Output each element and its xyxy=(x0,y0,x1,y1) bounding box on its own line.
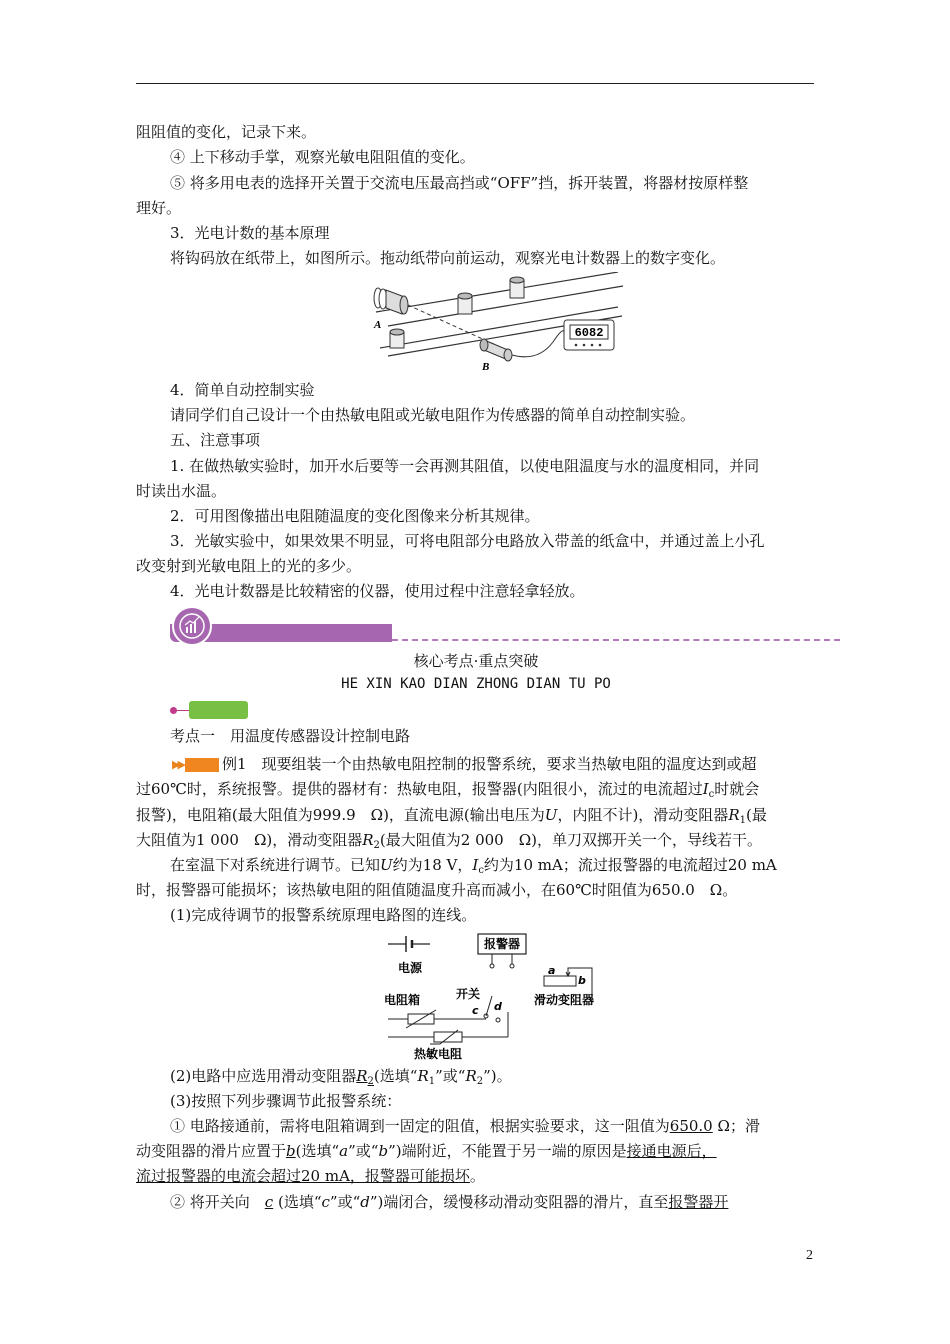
step-line: ② 将开关向 c (选填“c”或“d”)端闭合，缓慢移动滑动变阻器的滑片，直至报警器开 xyxy=(170,1193,729,1211)
question-1: (1)完成待调节的报警系统原理电路图的连线。 xyxy=(170,906,477,924)
label-thermistor: 热敏电阻 xyxy=(414,1047,463,1061)
example-label-box xyxy=(185,758,219,772)
label-rheostat: 滑动变阻器 xyxy=(534,993,595,1007)
label-alarm: 报警器 xyxy=(483,937,521,951)
chart-icon xyxy=(172,606,212,646)
section-heading: 五、注意事项 xyxy=(170,431,261,449)
label-resistor-box: 电阻箱 xyxy=(384,993,421,1007)
text-line: 将钩码放在纸带上，如图所示。拖动纸带向前运动，观察光电计数器上的数字变化。 xyxy=(170,249,726,267)
section-banner-dash xyxy=(392,639,840,641)
photoelectric-counter-figure xyxy=(368,272,628,372)
topic-marker-dot xyxy=(170,707,177,714)
text-line: 4．光电计数器是比较精密的仪器，使用过程中注意轻拿轻放。 xyxy=(170,582,585,600)
step-line: 动变阻器的滑片应置于b(选填“a”或“b”)端附近，不能置于另一端的原因是接通电源后， xyxy=(136,1142,717,1160)
example-line: 大阻值为1 000 Ω)，滑动变阻器$R_2$(最大阻值为2 000 Ω)，单刀双掷开关一个，导线若干。 xyxy=(136,831,762,851)
text-line: 时读出水温。 xyxy=(136,482,227,500)
text-line: 阻阻值的变化，记录下来。 xyxy=(136,123,317,141)
question-3: (3)按照下列步骤调节此报警系统： xyxy=(170,1092,402,1110)
counter-display: 6082 xyxy=(574,326,604,340)
page-number: 2 xyxy=(806,1248,813,1263)
text-line: ⑤ 将多用电表的选择开关置于交流电压最高挡或“OFF”挡，拆开装置，将器材按原样整 xyxy=(170,174,749,192)
label-b: B xyxy=(482,361,490,372)
step-line: 流过报警器的电流会超过20 mA，报警器可能损坏。 xyxy=(136,1167,485,1185)
label-d: d xyxy=(494,1000,502,1013)
section-title-pinyin: HE XIN KAO DIAN ZHONG DIAN TU PO xyxy=(341,676,611,692)
example-arrow-icon: ▶▶ xyxy=(172,758,183,771)
text-line: 1. 在做热敏实验时，加开水后要等一会再测其阻值，以使电阻温度与水的温度相同，并同 xyxy=(170,457,760,475)
label-a: A xyxy=(374,319,382,331)
label-power: 电源 xyxy=(398,961,423,975)
topic-marker-pill xyxy=(189,701,248,719)
text-line: 理好。 xyxy=(136,199,182,217)
text-line: 改变射到光敏电阻上的光的多少。 xyxy=(136,557,362,575)
example-line: 报警)，电阻箱(最大阻值为999.9 Ω)，直流电源(输出电压为U，内阻不计)，滑动变阻器$R_1$(最 xyxy=(136,806,767,826)
topic-marker-line xyxy=(177,710,189,711)
section-title: 核心考点·重点突破 xyxy=(413,652,539,670)
label-c: c xyxy=(472,1004,479,1017)
text-line: 3．光敏实验中，如果效果不明显，可将电阻部分电路放入带盖的纸盒中，并通过盖上小孔 xyxy=(170,532,765,550)
step-line: ① 电路接通前，需将电阻箱调到一固定的阻值，根据实验要求，这一阻值为650.0 Ω；滑 xyxy=(170,1117,760,1135)
label-b: b xyxy=(578,974,586,987)
alarm-circuit-figure xyxy=(374,930,614,1062)
example-line: 在室温下对系统进行调节。已知U约为18 V，$I_c$约为10 mA；流过报警器的电流超过20 mA xyxy=(170,856,777,876)
text-line: 请同学们自己设计一个由热敏电阻或光敏电阻作为传感器的简单自动控制实验。 xyxy=(170,406,696,424)
example-line: 时，报警器可能损坏；该热敏电阻的阻值随温度升高而减小，在60℃时阻值为650.0 Ω。 xyxy=(136,881,738,899)
text-line: ④ 上下移动手掌，观察光敏电阻阻值的变化。 xyxy=(170,148,475,166)
example-line: 过60℃时，系统报警。提供的器材有：热敏电阻，报警器(内阻很小，流过的电流超过$I_c$时就会 xyxy=(136,780,760,800)
question-2: (2)电路中应选用滑动变阻器$R_2$(选填“$R_1$”或“$R_2$”)。 xyxy=(170,1067,512,1087)
label-a: a xyxy=(548,964,556,977)
label-switch: 开关 xyxy=(456,987,481,1001)
header-rule xyxy=(136,83,814,84)
section-heading: 3．光电计数的基本原理 xyxy=(170,224,330,242)
text-line: 2．可用图像描出电阻随温度的变化图像来分析其规律。 xyxy=(170,507,540,525)
topic-title: 考点一 用温度传感器设计控制电路 xyxy=(170,727,411,745)
example-line: 例1 现要组装一个由热敏电阻控制的报警系统，要求当热敏电阻的温度达到或超 xyxy=(222,755,757,773)
section-heading: 4．简单自动控制实验 xyxy=(170,381,315,399)
